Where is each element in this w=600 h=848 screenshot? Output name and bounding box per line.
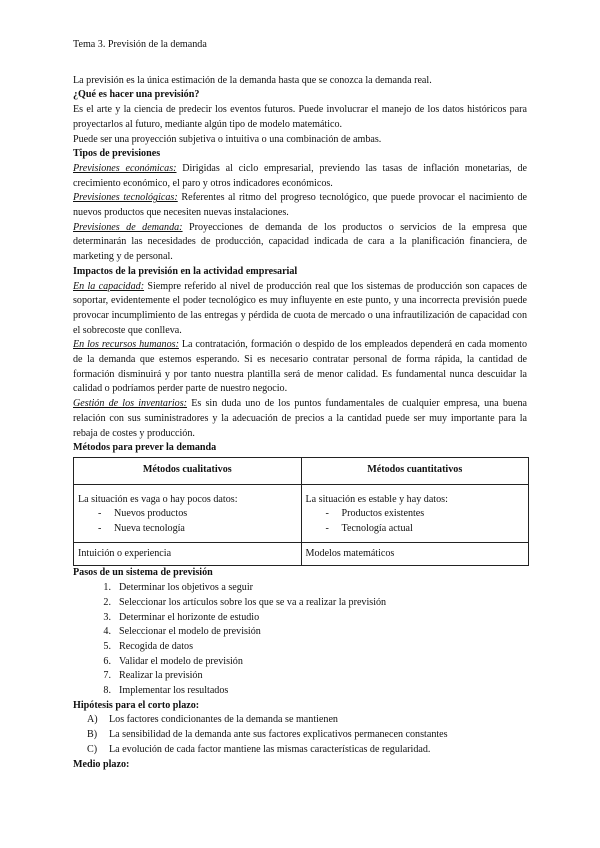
section-heading-que-es: ¿Qué es hacer una previsión?: [73, 89, 200, 101]
list-number: 2.: [103, 596, 111, 608]
definition-text: Es sin duda uno de los puntos fundamentales de cualquier empresa, una buena relación con sus suministradores y la adecuación de precios a la cantidad puede ser muy importante para la rebaja de costes y producción.: [73, 398, 527, 439]
table-row: [74, 484, 529, 542]
list-text: Validar el modelo de previsión: [119, 655, 243, 667]
definition-paragraph: [73, 221, 527, 265]
cell-intro: La situación es vaga o hay pocos datos:: [78, 493, 238, 505]
definition-text: Proyecciones de demanda de los productos o servicios de la empresa que determinarán las necesidades de producción, capacidad indicada de cara a la planificación financiera, de marketing y de personal.: [73, 221, 527, 263]
list-text: Implementar los resultados: [119, 685, 229, 697]
list-number: 8.: [103, 685, 111, 697]
list-number: 4.: [103, 626, 111, 638]
list-number: 1.: [103, 582, 111, 594]
definition-term: En los recursos humanos:: [73, 339, 179, 351]
methods-table: [73, 457, 529, 566]
section-heading-impactos: Impactos de la previsión en la actividad empresarial: [73, 265, 298, 277]
section-heading-tipos: Tipos de previsiones: [73, 148, 161, 160]
table-cell: [301, 484, 529, 542]
definition-term: En la capacidad:: [73, 280, 145, 292]
paragraph: Puede ser una proyección subjetiva o intuitiva o una combinación de ambas.: [73, 133, 382, 145]
definition-term: Previsiones económicas:: [73, 162, 177, 174]
list-item: [87, 728, 527, 743]
list-item: [103, 581, 527, 596]
table-header-cuantitativos: Métodos cuantitativos: [301, 457, 529, 484]
list-item: - Productos existentes: [326, 507, 525, 522]
list-item: [103, 669, 527, 684]
list-text: Seleccionar los artículos sobre los que se va a realizar la previsión: [119, 596, 387, 608]
list-item: - Nueva tecnología: [98, 522, 297, 537]
table-row: [74, 542, 529, 566]
definition-paragraph: [73, 162, 527, 191]
list-item: [103, 684, 527, 699]
section-heading-medio-plazo: Medio plazo:: [73, 758, 130, 770]
list-letter: C): [87, 743, 98, 755]
dash-list: [78, 507, 297, 536]
steps-list: [73, 581, 527, 699]
list-text: Determinar los objetivos a seguir: [119, 582, 253, 594]
definition-paragraph: [73, 397, 527, 441]
hypothesis-list: [73, 713, 527, 757]
list-item: [103, 596, 527, 611]
definition-paragraph: [73, 338, 527, 397]
list-text: La evolución de cada factor mantiene las mismas características de regularidad.: [109, 743, 431, 755]
definition-text: Referentes al ritmo del progreso tecnológico, que puede provocar el nacimiento de nuevos productos que necesiten nuevas instalaciones.: [73, 192, 527, 219]
list-text: La sensibilidad de la demanda ante sus factores explicativos permanecen constantes: [109, 729, 448, 741]
list-item: [103, 640, 527, 655]
table-cell: Modelos matemáticos: [301, 542, 529, 566]
table-cell: Intuición o experiencia: [74, 542, 302, 566]
table-header-row: [74, 457, 529, 484]
definition-paragraph: [73, 280, 527, 339]
section-heading-hipotesis: Hipótesis para el corto plazo:: [73, 699, 200, 711]
list-item: - Nuevos productos: [98, 507, 297, 522]
list-item: [103, 611, 527, 626]
list-item: - Tecnología actual: [326, 522, 525, 537]
list-text: Recogida de datos: [119, 640, 193, 652]
cell-intro: La situación es estable y hay datos:: [305, 493, 448, 505]
list-text: Seleccionar el modelo de previsión: [119, 626, 261, 638]
list-item: [87, 713, 527, 728]
section-heading-pasos: Pasos de un sistema de previsión: [73, 567, 213, 579]
list-text: Realizar la previsión: [119, 670, 203, 682]
list-letter: A): [87, 714, 98, 726]
definition-paragraph: [73, 191, 527, 220]
definition-term: Gestión de los inventarios:: [73, 398, 188, 410]
list-number: 3.: [103, 611, 111, 623]
dash-list: [306, 507, 525, 536]
paragraph: Es el arte y la ciencia de predecir los eventos futuros. Puede involucrar el manejo de los datos históricos para proyectarlos al futuro, mediante algún tipo de modelo matemático.: [73, 104, 527, 130]
list-item: [87, 743, 527, 758]
list-text: Determinar el horizonte de estudio: [119, 611, 260, 623]
page-title: Tema 3. Previsión de la demanda: [73, 39, 207, 50]
list-number: 5.: [103, 640, 111, 652]
table-cell: [74, 484, 302, 542]
definition-term: Previsiones tecnológicas:: [73, 192, 178, 204]
intro-paragraph: La previsión es la única estimación de la demanda hasta que se conozca la demanda real.: [73, 74, 432, 86]
definition-text: Dirigidas al ciclo empresarial, previendo las tasas de inflación monetarias, de crecimiento económico, el paro y otros indicadores económicos.: [73, 162, 527, 189]
section-heading-metodos: Métodos para prever la demanda: [73, 442, 217, 454]
table-header-cualitativos: Métodos cualitativos: [74, 457, 302, 484]
list-letter: B): [87, 729, 98, 741]
list-number: 6.: [103, 655, 111, 667]
definition-term: Previsiones de demanda:: [73, 221, 183, 233]
list-item: [103, 625, 527, 640]
definition-text: La contratación, formación o despido de los empleados dependerá en cada momento de la demanda que estemos esperando. Si es necesario contratar personal de forma rápida, la cantidad de formación disminuirá y por tanto nuestra plantilla será de menor calidad. Es fundamental nunca descuidar la calidad o podríamos perder parte de nuestro negocio.: [73, 339, 527, 395]
list-item: [103, 655, 527, 670]
list-number: 7.: [103, 670, 111, 682]
list-text: Los factores condicionantes de la demanda se mantienen: [109, 714, 338, 726]
definition-text: Siempre referido al nivel de producción real que los sistemas de producción son capaces de soportar, evidentemente el poder tecnológico es muy influyente en este punto, y una incorrecta previsión puede provocar incumplimiento de las entregas y pérdida de cuota de mercado o una infrautilización de capacidad con el sobrecoste que conlleva.: [73, 280, 527, 336]
